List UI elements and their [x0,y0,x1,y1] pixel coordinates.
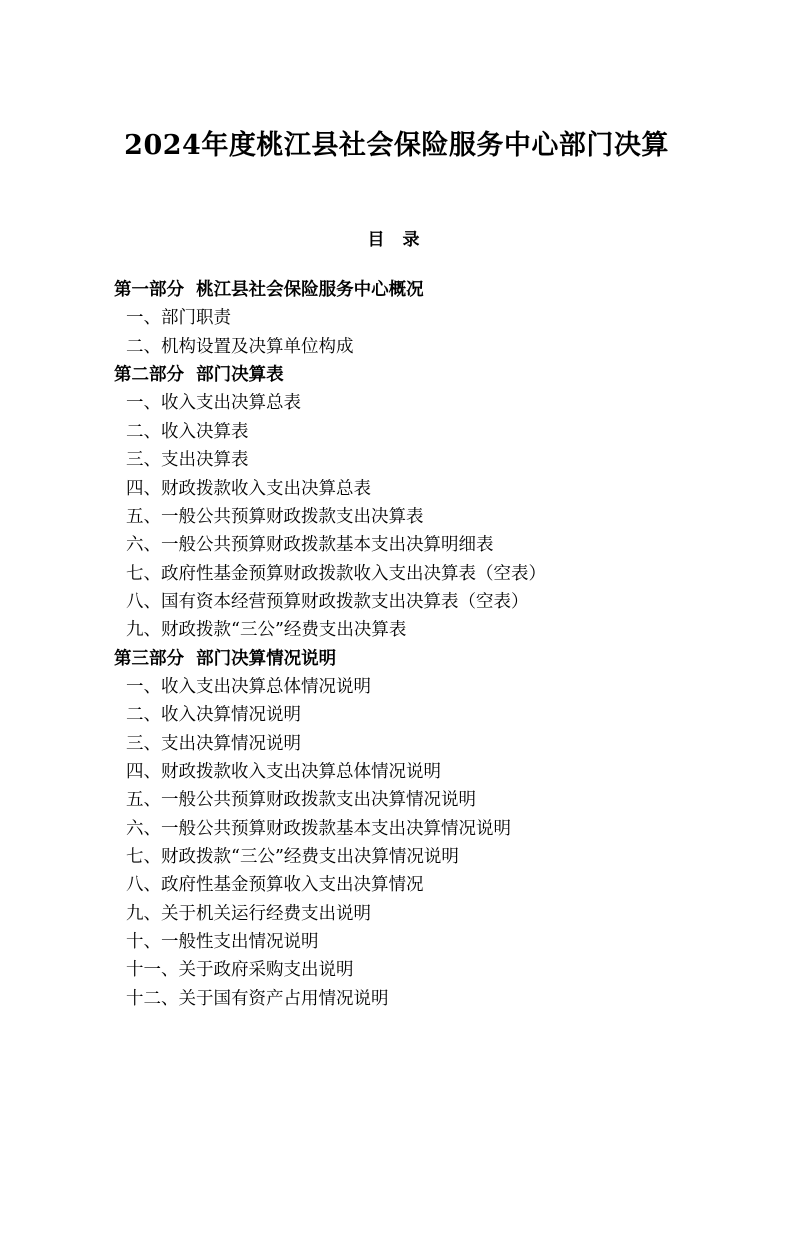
toc-entry[interactable]: 一、收入支出决算总体情况说明 [126,676,371,697]
toc-entry[interactable]: 二、收入决算表 [126,421,249,442]
toc-entry[interactable]: 四、财政拨款收入支出决算总体情况说明 [126,761,441,782]
toc-entry[interactable]: 二、收入决算情况说明 [126,705,301,726]
toc-entry[interactable]: 三、支出决算表 [126,450,249,471]
toc-entry[interactable]: 八、政府性基金预算收入支出决算情况 [126,875,424,896]
toc-part-heading[interactable]: 第二部分 部门决算表 [114,365,284,386]
toc-entry[interactable]: 十、一般性支出情况说明 [126,932,319,952]
page-title: 2024年度桃江县社会保险服务中心部门决算 [124,130,669,161]
toc-entry[interactable]: 二、机构设置及决算单位构成 [126,336,354,357]
toc-entry[interactable]: 七、财政拨款“三公”经费支出决算情况说明 [126,846,459,867]
toc-entry[interactable]: 三、支出决算情况说明 [126,733,301,754]
toc-entry[interactable]: 四、财政拨款收入支出决算总表 [126,478,371,499]
table-of-contents [88,276,705,1013]
toc-entry[interactable]: 十二、关于国有资产占用情况说明 [126,988,389,1009]
toc-entry[interactable]: 九、财政拨款“三公”经费支出决算表 [126,620,407,641]
toc-part-heading[interactable]: 第三部分 部门决算情况说明 [114,648,337,669]
toc-entry[interactable]: 一、部门职责 [126,308,231,329]
toc-entry[interactable]: 六、一般公共预算财政拨款基本支出决算情况说明 [126,818,511,839]
toc-part-heading[interactable]: 第一部分 桃江县社会保险服务中心概况 [114,280,424,301]
toc-entry[interactable]: 七、政府性基金预算财政拨款收入支出决算表（空表） [126,563,546,584]
toc-entry[interactable]: 十一、关于政府采购支出说明 [126,960,354,981]
toc-entry[interactable]: 九、关于机关运行经费支出说明 [126,903,371,924]
toc-entry[interactable]: 一、收入支出决算总表 [126,393,301,414]
toc-entry[interactable]: 六、一般公共预算财政拨款基本支出决算明细表 [126,535,494,556]
toc-entry[interactable]: 五、一般公共预算财政拨款支出决算情况说明 [126,790,476,811]
document-page [0,128,793,1250]
toc-entry[interactable]: 八、国有资本经营预算财政拨款支出决算表（空表） [126,591,529,612]
toc-heading: 目 录 [367,230,426,251]
toc-entry[interactable]: 五、一般公共预算财政拨款支出决算表 [126,506,424,527]
